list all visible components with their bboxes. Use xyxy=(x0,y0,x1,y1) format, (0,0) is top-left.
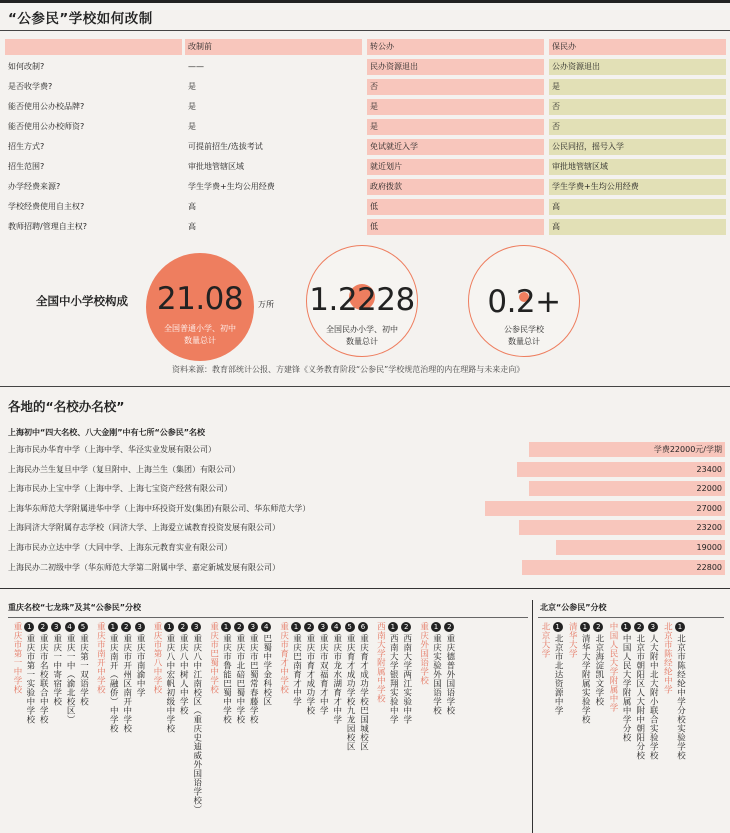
branch-name: 重庆育才成功学校九龙园校区 xyxy=(345,634,356,751)
branch-number: 3 xyxy=(318,622,328,632)
tuition-row xyxy=(0,519,730,536)
table-cell: 否 xyxy=(549,99,726,115)
branch-name: 重庆市育才成功学校 xyxy=(304,634,315,715)
table-row xyxy=(0,97,730,117)
table-cell: 公办资源退出 xyxy=(549,59,726,75)
tuition-row xyxy=(0,441,730,458)
branch-name: 重庆一中寄宿学校 xyxy=(51,634,62,706)
tuition-value: 19000 xyxy=(696,543,722,552)
beijing-rule xyxy=(538,617,724,618)
page-title: “公参民”学校如何改制 xyxy=(8,11,153,27)
branch-number: 3 xyxy=(648,622,658,632)
branch-number: 1 xyxy=(621,622,631,632)
region-divider xyxy=(532,600,533,833)
table-row xyxy=(0,57,730,77)
branch-name: 西南大学两江实验中学 xyxy=(401,634,412,724)
section2-subtitle: 上海初中“四大名校、八大金刚”中有七所“公参民”名校 xyxy=(8,428,206,437)
branch-school xyxy=(592,622,604,706)
branch-name: 重庆市名校联合中学校 xyxy=(38,634,49,724)
parent-school: 重庆市第八中学校 xyxy=(152,622,162,694)
table-cell: 民办资源退出 xyxy=(367,59,544,75)
table-header-row xyxy=(0,37,730,57)
branch-school xyxy=(357,622,369,751)
branch-number: 4 xyxy=(65,622,75,632)
branch-number: 3 xyxy=(51,622,61,632)
branch-school xyxy=(430,622,442,715)
tuition-value: 22800 xyxy=(696,562,722,572)
parent-school: 重庆市南开中学校 xyxy=(95,622,106,694)
branch-school xyxy=(64,622,76,724)
table-cell: 是 xyxy=(188,82,196,91)
table-row xyxy=(0,77,730,97)
table-cell: 学校经费使用自主权? xyxy=(8,202,85,211)
branch-number: 5 xyxy=(345,622,355,632)
section-divider-2 xyxy=(0,588,730,589)
table-cell: 是 xyxy=(367,99,544,115)
table-header-cell xyxy=(5,39,182,55)
table-cell: 低 xyxy=(367,219,544,235)
branch-name: 重庆八中江南校区（重庆史迪威外国语学校） xyxy=(191,634,202,814)
section2-title: 各地的“名校办名校” xyxy=(8,399,125,414)
parent-school: 北京市陈经纶中学 xyxy=(662,622,673,694)
branch-school xyxy=(23,622,35,724)
branch-name: 重庆市鲁能巴蜀中学校 xyxy=(221,634,232,724)
branch-number: 2 xyxy=(178,622,188,632)
tuition-value: 23400 xyxy=(696,464,722,474)
school-label: 上海市民办立达中学（大同中学、上海东元教育实业有限公司） xyxy=(8,543,232,552)
branch-name: 重庆巴南育才中学 xyxy=(291,634,302,706)
table-cell: 审批地管辖区域 xyxy=(549,159,726,175)
table-cell: 如何改制? xyxy=(8,62,45,71)
branch-number: 3 xyxy=(135,622,145,632)
branch-name: 重庆市开州区南开中学校 xyxy=(121,634,132,733)
branch-school xyxy=(647,622,659,760)
tuition-bar xyxy=(519,520,725,535)
table-cell: 否 xyxy=(367,79,544,95)
table-cell: 学生学费+生均公用经费 xyxy=(188,182,275,191)
branch-number: 1 xyxy=(553,622,563,632)
branch-number: 2 xyxy=(634,622,644,632)
branch-school xyxy=(317,622,329,715)
table-cell: 可提前招生/选拔考试 xyxy=(188,142,263,151)
table-cell: 是 xyxy=(188,102,196,111)
branch-number: 2 xyxy=(121,622,131,632)
branch-name: 重庆市第一实验中学校 xyxy=(24,634,35,724)
stat-caption-total-2: 数量总计 xyxy=(184,336,216,345)
branch-number: 4 xyxy=(261,622,271,632)
section-divider-1 xyxy=(0,386,730,387)
branch-name: 重庆南开（融侨）中学校 xyxy=(108,634,119,733)
table-row xyxy=(0,197,730,217)
parent-school: 西南大学附属中学校 xyxy=(375,622,386,703)
branch-name: 重庆市南渝中学 xyxy=(135,634,146,697)
branch-number: 5 xyxy=(78,622,88,632)
source-note: 资料来源：教育部统计公报、方建锋《义务教育阶段“公参民”学校规范治理的内在理路与未来走向》 xyxy=(172,365,525,374)
branch-school xyxy=(220,622,232,724)
branch-school xyxy=(163,622,175,733)
title-divider xyxy=(0,30,730,31)
tuition-row xyxy=(0,559,730,576)
table-header-cell: 转公办 xyxy=(367,39,544,55)
tuition-row xyxy=(0,480,730,497)
stat-value-private: 1.2228 xyxy=(309,282,415,318)
stat-circle-gcm xyxy=(468,245,580,357)
branch-number: 1 xyxy=(108,622,118,632)
branch-school xyxy=(552,622,564,715)
table-cell: 高 xyxy=(188,222,196,231)
table-cell: 是 xyxy=(188,122,196,131)
branch-school xyxy=(37,622,49,724)
branch-school xyxy=(247,622,259,724)
chongqing-rule xyxy=(8,617,528,618)
branch-name: 重庆一中（渝北校区） xyxy=(65,634,76,724)
branch-school xyxy=(674,622,686,760)
branch-name: 西南大学银翔实验中学 xyxy=(388,634,399,724)
table-header-cell: 保民办 xyxy=(549,39,726,55)
branch-school xyxy=(233,622,245,724)
branch-number: 2 xyxy=(234,622,244,632)
branch-name: 重庆市双福育才中学 xyxy=(318,634,329,715)
branch-number: 2 xyxy=(444,622,454,632)
branch-name: 北京市陈经纶中学分校实验学校 xyxy=(675,634,686,760)
parent-school: 中国人民大学附属中学 xyxy=(608,622,618,712)
branch-number: 1 xyxy=(24,622,34,632)
branch-name: 重庆实验外国语学校 xyxy=(431,634,442,715)
school-stats xyxy=(0,243,730,361)
table-row xyxy=(0,217,730,237)
branch-number: 1 xyxy=(221,622,231,632)
school-label: 上海市民办华育中学（上海中学、华泾实业发展有限公司） xyxy=(8,445,216,454)
table-cell: 高 xyxy=(549,219,726,235)
table-row xyxy=(0,177,730,197)
branch-school xyxy=(134,622,146,697)
tuition-value: 27000 xyxy=(696,503,722,513)
table-cell: 是 xyxy=(367,119,544,135)
school-label: 上海市民办上宝中学（上海中学、上海七宝资产经营有限公司） xyxy=(8,484,232,494)
branch-school xyxy=(290,622,302,706)
table-cell: 招生范围? xyxy=(8,162,45,171)
branch-number: 2 xyxy=(38,622,48,632)
branch-number: 1 xyxy=(580,622,590,632)
branch-number: 1 xyxy=(164,622,174,632)
table-row xyxy=(0,137,730,157)
table-cell: —— xyxy=(188,62,204,71)
table-cell: 能否使用公办校师资? xyxy=(8,122,85,131)
branch-name: 北京市北达资源中学 xyxy=(553,634,564,715)
table-cell: 政府拨款 xyxy=(367,179,544,195)
table-cell: 低 xyxy=(367,199,544,215)
branch-name: 重庆市北碚巴蜀中学校 xyxy=(234,634,245,724)
table-cell: 是 xyxy=(549,79,726,95)
stat-circle-private xyxy=(306,245,418,357)
tuition-row xyxy=(0,500,730,517)
tuition-bar xyxy=(522,560,725,575)
tuition-bar xyxy=(485,501,725,516)
branch-school xyxy=(303,622,315,715)
parent-school: 重庆市巴蜀中学校 xyxy=(208,622,219,694)
branch-school xyxy=(77,622,89,706)
branch-name: 重庆八中树人中学校 xyxy=(178,634,189,715)
table-header-cell: 改制前 xyxy=(185,39,362,55)
tuition-value: 23200 xyxy=(696,523,722,533)
school-label: 上海民办兰生复旦中学（复旦附中、上海兰生（集团）有限公司） xyxy=(8,464,240,474)
parent-school: 重庆市育才中学校 xyxy=(278,622,289,694)
stats-label: 全国中小学校构成 xyxy=(36,294,128,308)
parent-school: 清华大学 xyxy=(567,622,578,658)
branch-name: 巴蜀中学金科校区 xyxy=(261,634,272,706)
table-cell: 教师招聘/管理自主权? xyxy=(8,222,87,231)
branch-name: 重庆八中宏帆初级中学校 xyxy=(164,634,175,733)
stat-caption-gcm-1: 公参民学校 xyxy=(504,325,544,334)
branch-school xyxy=(260,622,272,706)
table-row xyxy=(0,117,730,137)
table-cell: 高 xyxy=(188,202,196,211)
table-cell: 否 xyxy=(549,119,726,135)
branch-school xyxy=(400,622,412,724)
parent-school: 北京大学 xyxy=(540,622,550,658)
table-row xyxy=(0,157,730,177)
table-cell: 能否使用公办校品牌? xyxy=(8,102,85,111)
branch-school xyxy=(190,622,202,814)
branch-number: 1 xyxy=(431,622,441,632)
table-cell: 高 xyxy=(549,199,726,215)
branch-number: 4 xyxy=(331,622,341,632)
branch-school xyxy=(633,622,645,760)
branch-school xyxy=(620,622,632,742)
branch-school xyxy=(387,622,399,724)
branch-name: 重庆育才成功学校巴国城校区 xyxy=(358,634,369,751)
branch-number: 3 xyxy=(191,622,201,632)
school-label: 上海同济大学附属存志学校（同济大学、上海爱立诚教育投资发展有限公司） xyxy=(8,523,280,533)
branch-number: 3 xyxy=(248,622,258,632)
branch-name: 中国人民大学附属中学分校 xyxy=(621,634,632,742)
stat-unit: 万所 xyxy=(258,300,274,309)
table-cell: 学生学费+生均公用经费 xyxy=(549,179,726,195)
stat-circle-total xyxy=(146,253,254,361)
branch-school xyxy=(344,622,356,751)
chongqing-title: 重庆名校“七龙珠”及其“公参民”分校 xyxy=(8,603,142,612)
table-cell: 是否收学费? xyxy=(8,82,53,91)
branch-number: 2 xyxy=(593,622,603,632)
parent-school: 重庆市第一中学校 xyxy=(12,622,22,694)
stat-value-gcm: 0.2+ xyxy=(487,284,561,320)
branch-number: 1 xyxy=(388,622,398,632)
branch-school xyxy=(120,622,132,733)
branch-number: 6 xyxy=(358,622,368,632)
tuition-bar xyxy=(517,462,725,477)
branch-school xyxy=(330,622,342,724)
reform-comparison-table xyxy=(0,37,730,237)
branch-number: 1 xyxy=(675,622,685,632)
branch-number: 2 xyxy=(304,622,314,632)
table-cell: 招生方式? xyxy=(8,142,45,151)
top-border xyxy=(0,0,730,3)
tuition-value: 学费22000元/学期 xyxy=(653,445,722,454)
branch-number: 2 xyxy=(401,622,411,632)
stat-caption-private-2: 数量总计 xyxy=(346,337,378,346)
school-label: 上海民办二初级中学（华东师范大学第二附属中学、嘉定新城发展有限公司） xyxy=(8,562,280,572)
tuition-row xyxy=(0,461,730,478)
school-label: 上海华东师范大学附属进华中学（上海中环投资开发(集团)有限公司、华东师范大学） xyxy=(8,503,311,513)
tuition-row xyxy=(0,539,730,556)
table-cell: 审批地管辖区域 xyxy=(188,162,244,171)
beijing-title: 北京“公参民”分校 xyxy=(540,603,607,612)
tuition-value: 22000 xyxy=(696,484,722,494)
branch-name: 北京市朝阳区人大附中朝阳分校 xyxy=(634,634,645,760)
branch-name: 重庆市巴蜀常春藤学校 xyxy=(248,634,259,724)
branch-school xyxy=(50,622,62,706)
branch-name: 人大附中北大附小联合实验学校 xyxy=(648,634,659,760)
branch-name: 重庆市龙水湖育才中学 xyxy=(331,634,342,724)
branch-name: 北京海淀凯文学校 xyxy=(593,634,604,706)
stat-caption-total-1: 全国普通小学、初中 xyxy=(164,324,236,333)
branch-school xyxy=(443,622,455,715)
branch-name: 重庆德普外国语学校 xyxy=(444,634,455,715)
branch-name: 重庆第一双语学校 xyxy=(78,634,89,706)
stat-value-total: 21.08 xyxy=(156,281,244,317)
branch-number: 1 xyxy=(291,622,301,632)
branch-school xyxy=(177,622,189,715)
table-cell: 办学经费来源? xyxy=(8,182,61,191)
table-cell: 公民同招，摇号入学 xyxy=(549,139,726,155)
branch-name: 清华大学附属实验学校 xyxy=(580,634,591,724)
stat-caption-gcm-2: 数量总计 xyxy=(508,337,540,346)
table-cell: 免试就近入学 xyxy=(367,139,544,155)
parent-school: 重庆外国语学校 xyxy=(418,622,429,685)
branch-school xyxy=(107,622,119,733)
table-cell: 就近划片 xyxy=(367,159,544,175)
branch-school xyxy=(579,622,591,724)
stat-caption-private-1: 全国民办小学、初中 xyxy=(326,325,398,334)
